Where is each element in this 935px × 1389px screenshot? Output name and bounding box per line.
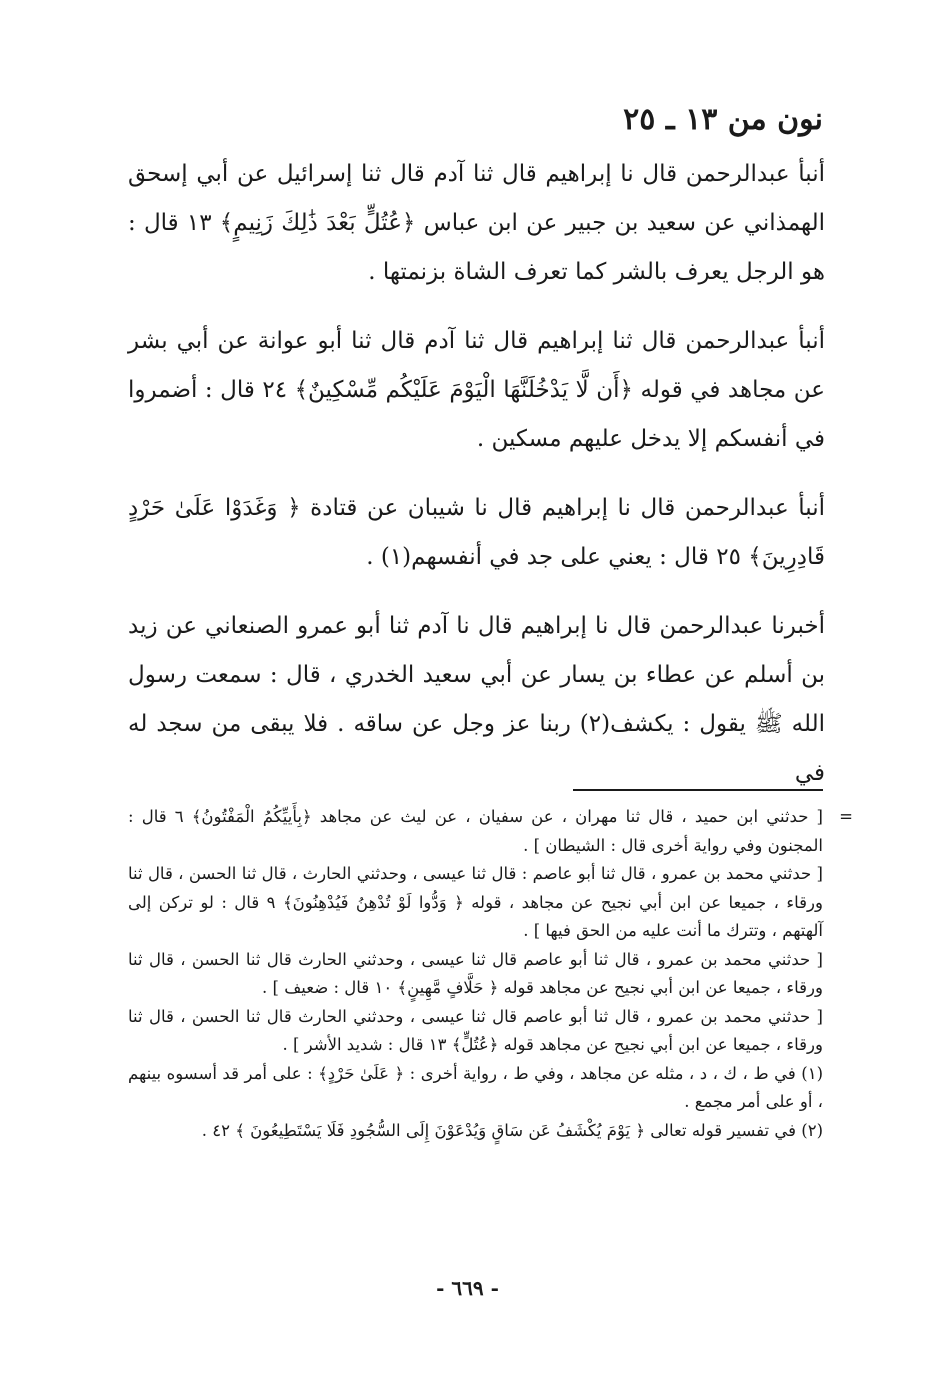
main-text — [128, 150, 825, 818]
paragraph: أنبأ عبدالرحمن قال نا إبراهيم قال نا شيبان عن قتادة ﴿ وَغَدَوْا عَلَىٰ حَرْدٍ قَادِرِينَ﴾ ٢٥ قال : يعني على جد في أنفسهم(١) . — [128, 495, 825, 570]
footnotes — [128, 803, 853, 1145]
footnote: [ حدثني محمد بن عمرو ، قال ثنا أبو عاصم قال ثنا عيسى ، وحدثني الحارث قال ثنا الحسن ، قال ثنا ورقاء ، جميعا عن ابن أبي نجيح عن مجاهد قوله ﴿عُتُلٍّ﴾ ١٣ قال : شديد الأشر ] . — [128, 1006, 823, 1054]
section-title: نون من ١٣ ـ ٢٥ — [623, 102, 823, 137]
page-header — [623, 102, 823, 137]
paragraph: أنبأ عبدالرحمن قال نا إبراهيم قال ثنا آدم قال ثنا إسرائيل عن أبي إسحق الهمذاني عن سعيد بن جبير عن ابن عباس ﴿عُتُلٍّ بَعْدَ ذَٰلِكَ زَنِيمٍ﴾ ١٣ قال : هو الرجل يعرف بالشر كما تعرف الشاة بزنمتها . — [128, 161, 825, 285]
paragraph: أخبرنا عبدالرحمن قال نا إبراهيم قال نا آدم ثنا أبو عمرو الصنعاني عن زيد بن أسلم عن عطاء بن يسار عن أبي سعيد الخدري ، قال : سمعت رسول الله ﷺ يقول : يكشف(٢) ربنا عز وجل عن ساقه . فلا يبقى من سجد له في — [128, 613, 826, 786]
footnote-separator — [573, 789, 823, 791]
footnote: [ حدثني محمد بن عمرو ، قال ثنا أبو عاصم : قال ثنا عيسى ، وحدثني الحارث ، قال ثنا الحسن ، قال ثنا ورقاء ، جميعا عن ابن أبي نجيح عن مجاهد ، قوله ﴿ وَدُّوا لَوْ تُدْهِنُ فَيُدْهِنُونَ﴾ ٩ قال : لو تركن إلى آلهتهم ، وتترك ما أنت عليه من الحق فيها ] . — [128, 864, 823, 940]
footnote: [ حدثني محمد بن عمرو ، قال ثنا أبو عاصم قال ثنا عيسى ، وحدثني الحارث قال ثنا الحسن ، قال ثنا ورقاء ، جميعا عن ابن أبي نجيح عن مجاهد قوله ﴿ حَلَّافٍ مَّهِينٍ﴾ ١٠ قال : ضعيف ] . — [128, 949, 823, 997]
continuation-mark: = — [839, 807, 853, 826]
paragraph: أنبأ عبدالرحمن قال ثنا إبراهيم قال ثنا آدم قال ثنا أبو عوانة عن أبي بشر عن مجاهد في قوله ﴿أَن لَّا يَدْخُلَنَّهَا الْيَوْمَ عَلَيْكُم مِّسْكِينٌ﴾ ٢٤ قال : أضمروا في أنفسكم إلا يدخل عليهم مسكين . — [128, 328, 825, 452]
page-number: - ٦٦٩ - — [436, 1276, 499, 1300]
footnote — [128, 803, 853, 860]
footnote: (٢) في تفسير قوله تعالى ﴿ يَوْمَ يُكْشَفُ عَن سَاقٍ وَيُدْعَوْنَ إِلَى السُّجُودِ فَلَا يَسْتَطِيعُونَ ﴾ ٤٢ . — [201, 1120, 823, 1140]
footnote-text: [ حدثني ابن حميد ، قال ثنا مهران ، عن سفيان ، عن ليث عن مجاهد ﴿بِأَييِّكُمُ الْمَفْتُونُ﴾ ٦ قال : المجنون وفي رواية أخرى قال : الشيطان ] . — [128, 807, 823, 855]
footnote: (١) في ط ، ك ، د ، مثله عن مجاهد ، وفي ط ، رواية أخرى : ﴿ عَلَىٰ حَرْدٍ﴾ : على أمر قد أسسوه بينهم ، أو على أمر مجمع . — [128, 1063, 823, 1111]
